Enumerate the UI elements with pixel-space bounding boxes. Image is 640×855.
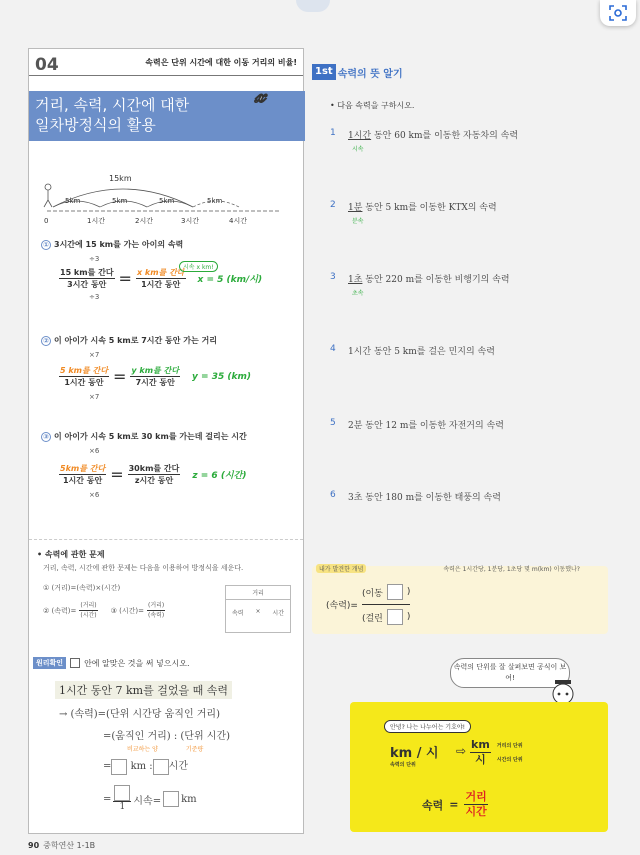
problem-3: 3 1초 동안 220 m를 이동한 비행기의 속력 bbox=[330, 272, 510, 285]
s2-op-top: ×7 bbox=[89, 351, 100, 359]
distance-diagram bbox=[39, 167, 299, 227]
seg-label-4: 5km bbox=[207, 197, 223, 205]
problem-3-hint: 초속 bbox=[352, 290, 364, 297]
solution-line-3: = km : 시간 bbox=[103, 757, 188, 775]
relation-text: 거리, 속력, 시간에 관한 문제는 다음을 이용하여 방정식을 세운다. bbox=[43, 564, 244, 572]
check-question: 1시간 동안 7 km를 걸었을 때 속력 bbox=[55, 681, 232, 699]
s1-equation: $\frac{\text{15 km를 간다}}{\text{3시간 동안}}$ = $\frac{\text{x km를 간다}}{\text{1시간 동안}}$ x = 5 (km/시) bbox=[60, 268, 263, 289]
formula-tag: 안녕? 나는 나누어는 기호야! bbox=[384, 720, 471, 733]
solution-line-2: =(움직인 거리) : (단위 시간) bbox=[103, 731, 231, 742]
step-badge: 1st bbox=[312, 64, 336, 80]
top-tab-handle bbox=[296, 0, 330, 12]
s3-op-top: ×6 bbox=[89, 447, 100, 455]
concept-note bbox=[312, 566, 608, 634]
section-1-title: ① 3시간에 15 km를 가는 아이의 속력 bbox=[41, 239, 183, 250]
section-header bbox=[312, 64, 403, 80]
relation-formula-2: ② (속력)= $\frac{\text{(거리)}}{\text{(시간)}}$ ③ (시간)= $\frac{\text{(거리)}}{\text{(속력)}}$ bbox=[43, 602, 165, 619]
s1-hint: 시속 x km! bbox=[179, 261, 218, 272]
s1-op-top: ÷3 bbox=[89, 255, 100, 263]
speech-bubble: 속력의 단위를 잘 살펴보면 공식이 보여! bbox=[450, 658, 570, 688]
s1-op-bottom: ÷3 bbox=[89, 293, 100, 301]
speed-formula: 속력 = $\frac{\text{거리}}{\text{시간}}$ bbox=[422, 790, 487, 818]
instruction: • 다음 속력을 구하시오. bbox=[330, 101, 415, 110]
tick-0: 0 bbox=[44, 217, 49, 225]
concept-card bbox=[28, 48, 304, 834]
problem-2-hint: 분속 bbox=[352, 218, 364, 225]
solution-annotation: 비교하는 양 기준량 bbox=[127, 746, 204, 753]
page-footer: 90 중학연산 1-1B bbox=[28, 841, 96, 850]
chapter-number: 04 bbox=[35, 55, 59, 75]
title-line-2: 일차방정식의 활용 bbox=[35, 116, 156, 134]
empty-box-icon bbox=[70, 658, 80, 668]
problem-4: 4 1시간 동안 5 km를 걸은 민지의 속력 bbox=[330, 344, 495, 357]
s3-equation: $\frac{\text{5km를 간다}}{\text{1시간 동안}}$ = $\frac{\text{30km를 간다}}{\text{z시간 동안}}$ z = 6 (시간) bbox=[60, 464, 247, 485]
solution-line-4: = 1 시속= km bbox=[103, 785, 197, 813]
tick-2: 2시간 bbox=[135, 217, 153, 225]
seg-label-1: 5km bbox=[65, 197, 81, 205]
walker-icon bbox=[45, 184, 51, 190]
total-distance-label: 15km bbox=[109, 174, 132, 183]
note-hint: 속력은 1시간당, 1분당, 1초당 몇 m(km) 이동했나? bbox=[443, 566, 580, 573]
s2-op-bottom: ×7 bbox=[89, 393, 100, 401]
unit-fraction: $\frac{km}{\text{시}}$ 거리의 단위 시간의 단위 bbox=[471, 738, 523, 766]
title-line-1: 거리, 속력, 시간에 대한 bbox=[35, 96, 190, 114]
section-title: 속력의 뜻 알기 bbox=[337, 68, 403, 80]
answer-box[interactable] bbox=[153, 759, 169, 775]
seg-label-2: 5km bbox=[112, 197, 128, 205]
answer-box[interactable] bbox=[114, 785, 130, 801]
problem-6: 6 3초 동안 180 m를 이동한 태풍의 속력 bbox=[330, 490, 501, 503]
scan-icon bbox=[609, 5, 627, 21]
tick-4: 4시간 bbox=[229, 217, 247, 225]
answer-box[interactable] bbox=[111, 759, 127, 775]
variable-x-logo: 𝓍 bbox=[255, 83, 266, 108]
answer-box[interactable] bbox=[387, 584, 403, 600]
speed-unit: km / 시 속력의 단위 bbox=[390, 746, 439, 768]
tick-1: 1시간 bbox=[87, 217, 105, 225]
s3-op-bottom: ×6 bbox=[89, 491, 100, 499]
seg-label-3: 5km bbox=[159, 197, 175, 205]
problem-2: 2 1분 동안 5 km를 이동한 KTX의 속력 bbox=[330, 200, 497, 213]
section-2-title: ② 이 아이가 시속 5 km로 7시간 동안 가는 거리 bbox=[41, 335, 217, 346]
note-tag: 내가 발견한 개념 bbox=[316, 564, 366, 573]
problem-5: 5 2분 동안 12 m를 이동한 자전거의 속력 bbox=[330, 418, 504, 431]
problem-1: 1 1시간 동안 60 km를 이동한 자동차의 속력 bbox=[330, 128, 519, 141]
s2-equation: $\frac{\text{5 km를 간다}}{\text{1시간 동안}}$ = $\frac{\text{y km를 간다}}{\text{7시간 동안}}$ y = 35 (km) bbox=[60, 366, 251, 387]
divider bbox=[29, 75, 303, 76]
formula-panel bbox=[350, 702, 608, 832]
answer-box[interactable] bbox=[387, 609, 403, 625]
arrow-icon: ⇨ bbox=[456, 744, 467, 758]
tick-3: 3시간 bbox=[181, 217, 199, 225]
divider bbox=[29, 539, 303, 540]
problem-1-hint: 시속 bbox=[352, 146, 364, 153]
section-3-title: ③ 이 아이가 시속 5 km로 30 km를 가는데 걸리는 시간 bbox=[41, 431, 247, 442]
relation-formula-1: ① (거리)=(속력)×(시간) bbox=[43, 584, 121, 592]
solution-line-1: → (속력)=(단위 시간당 움직인 거리) bbox=[59, 709, 220, 720]
relation-triangle: 거리 속력 × 시간 bbox=[225, 585, 291, 633]
scan-button[interactable] bbox=[600, 0, 636, 26]
principle-check: 원리확인 안에 알맞은 것을 써 넣으시오. bbox=[33, 657, 190, 669]
answer-box[interactable] bbox=[163, 791, 179, 807]
chapter-tagline: 속력은 단위 시간에 대한 이동 거리의 비율! bbox=[145, 58, 297, 67]
relation-title: • 속력에 관한 문제 bbox=[37, 550, 105, 559]
note-equation: (속력)= (이동 ) (걸린 ) bbox=[326, 584, 410, 625]
